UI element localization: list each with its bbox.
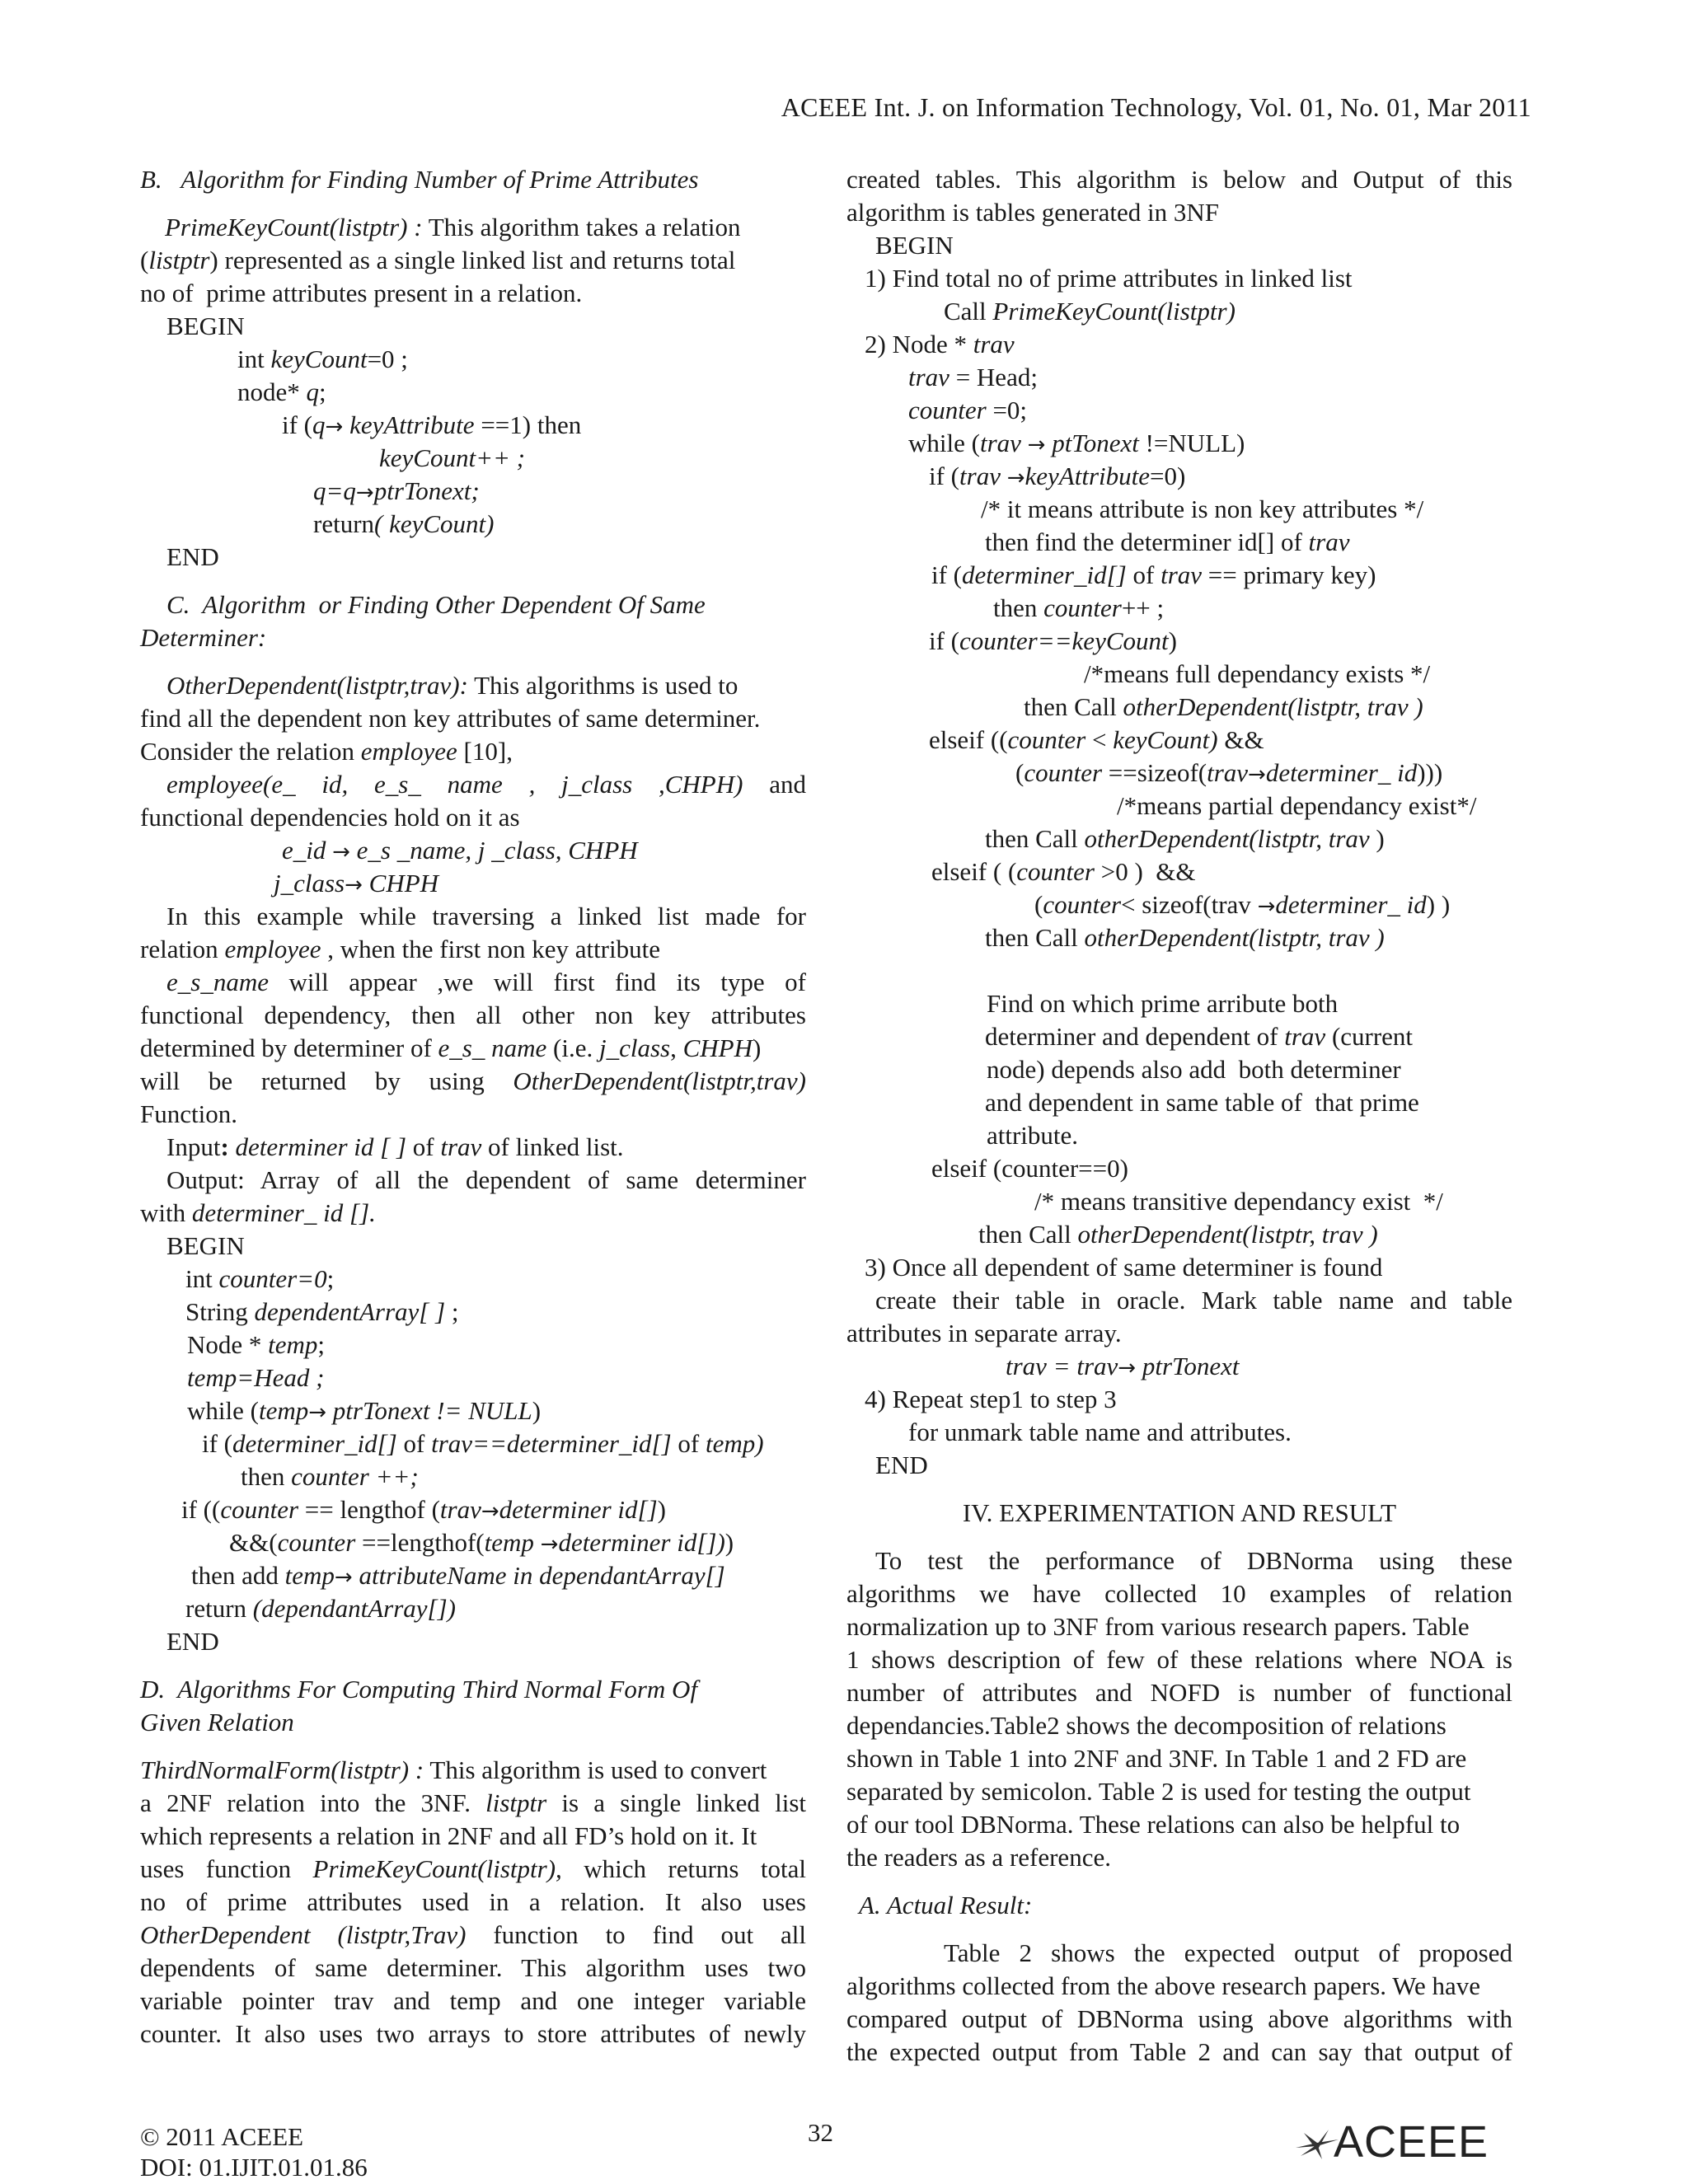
arrow-icon: → <box>332 840 350 865</box>
fd-line: e_id → e_s _name, j _class, CHPH <box>282 836 638 865</box>
text-line: the readers as a reference. <box>846 1843 1111 1872</box>
code-line: BEGIN <box>875 231 954 260</box>
text-line: 1 shows description of few of these relations where NOA is <box>846 1645 1512 1674</box>
code-line: then find the determiner id[] of trav <box>985 527 1350 556</box>
code-line: trav = Head; <box>908 363 1038 391</box>
text-line: In this example while traversing a linked list made for <box>166 902 806 930</box>
code-line: then Call otherDependent(listptr, trav ) <box>985 824 1385 853</box>
text-line: Consider the relation employee [10], <box>140 737 513 766</box>
code-line: return (dependantArray[]) <box>185 1594 457 1623</box>
text-line: dependents of same determiner. This algorithm uses two <box>140 1953 806 1982</box>
arrow-icon: → <box>540 1532 559 1557</box>
text-line: determined by determiner of e_s_ name (i.e. j_class, CHPH) <box>140 1033 762 1062</box>
code-line: elseif ((counter < keyCount) && <box>929 725 1264 754</box>
code-line: then counter++ ; <box>993 593 1165 622</box>
code-note: attribute. <box>987 1121 1079 1150</box>
code-line: then Call otherDependent(listptr, trav ) <box>1024 692 1423 721</box>
arrow-icon: → <box>1248 762 1266 787</box>
text-line: (listptr) represented as a single linked list and returns total <box>140 246 736 274</box>
code-line: String dependentArray[ ] ; <box>185 1297 459 1326</box>
code-line: then Call otherDependent(listptr, trav ) <box>978 1220 1378 1249</box>
text-line: counter. It also uses two arrays to store attributes of newly <box>140 2019 806 2048</box>
arrow-icon: → <box>345 873 363 898</box>
code-note: determiner and dependent of trav (current <box>985 1022 1414 1051</box>
section-a-title: A. Actual Result: <box>859 1891 1033 1919</box>
arrow-icon: → <box>334 1565 353 1590</box>
blank-line <box>846 954 1512 987</box>
text-line: created tables. This algorithm is below and Output of this <box>846 165 1512 194</box>
text-line: normalization up to 3NF from various research papers. Table <box>846 1612 1470 1641</box>
section-d-title: D. Algorithms For Computing Third Normal Form Of <box>140 1675 698 1704</box>
text-line: relation employee , when the first non key attribute <box>140 935 660 963</box>
doi: DOI: 01.IJIT.01.01.86 <box>140 2153 368 2182</box>
text-line: functional dependencies hold on it as <box>140 803 520 832</box>
code-comment: /* it means attribute is non key attributes */ <box>981 494 1424 523</box>
text-line: no of prime attributes present in a relation. <box>140 279 583 307</box>
code-line: BEGIN <box>166 1231 245 1260</box>
code-line: Node * temp; <box>187 1330 326 1359</box>
code-line: END <box>166 542 219 571</box>
code-line: 3) Once all dependent of same determiner is found <box>865 1253 1383 1282</box>
text-line: with determiner_ id []. <box>140 1198 376 1227</box>
arrow-icon: → <box>355 480 374 505</box>
code-line: elseif ( (counter >0 ) && <box>931 857 1196 886</box>
page-number: 32 <box>808 2118 833 2147</box>
text-line: algorithms collected from the above research papers. We have <box>846 1971 1481 2000</box>
code-line: then Call otherDependent(listptr, trav ) <box>985 923 1385 952</box>
arrow-icon: → <box>1027 433 1046 457</box>
text-line: Input: determiner id [ ] of trav of linked list. <box>166 1132 624 1161</box>
code-line: if ((counter == lengthof (trav→determiner id[]) <box>181 1495 666 1524</box>
code-note: and dependent in same table of that prime <box>985 1088 1419 1117</box>
text-line: dependancies.Table2 shows the decomposition of relations <box>846 1711 1447 1740</box>
code-line: END <box>875 1451 928 1479</box>
text-line: Output: Array of all the dependent of same determiner <box>166 1165 806 1194</box>
code-line: counter =0; <box>908 396 1028 424</box>
code-line: trav = trav→ ptrTonext <box>1006 1352 1240 1380</box>
code-line: &&(counter ==lengthof(temp →determiner id[])) <box>229 1528 734 1557</box>
text-line: of our tool DBNorma. These relations can also be helpful to <box>846 1810 1461 1839</box>
text-line: shown in Table 1 into 2NF and 3NF. In Table 1 and 2 FD are <box>846 1744 1467 1773</box>
text-line: variable pointer trav and temp and one integer variable <box>140 1986 806 2015</box>
code-line: if (q→ keyAttribute ==1) then <box>282 410 582 439</box>
text-line: OtherDependent(listptr,trav): This algorithms is used to <box>166 671 738 700</box>
code-line: (counter ==sizeof(trav→determiner_ id))) <box>1015 758 1443 787</box>
text-line: Table 2 shows the expected output of proposed <box>944 1938 1512 1967</box>
text-line: uses function PrimeKeyCount(listptr), which returns total <box>140 1854 806 1883</box>
code-line: if (trav →keyAttribute=0) <box>929 462 1186 490</box>
code-line: temp=Head ; <box>187 1363 325 1392</box>
left-column <box>140 163 806 2050</box>
code-line: while (temp→ ptrTonext != NULL) <box>187 1396 542 1425</box>
text-line: e_s_name will appear ,we will first find its type of <box>166 968 806 996</box>
text-line: ThirdNormalForm(listptr) : This algorithm is used to convert <box>140 1755 767 1784</box>
text-line: Function. <box>140 1099 237 1128</box>
arrow-icon: → <box>1118 1356 1137 1380</box>
copyright: © 2011 ACEEE <box>140 2122 304 2151</box>
code-line: END <box>166 1627 219 1656</box>
text-line: the expected output from Table 2 and can say that output of <box>846 2037 1512 2066</box>
text-line: algorithms we have collected 10 examples of relation <box>846 1579 1512 1608</box>
code-line: node* q; <box>237 377 326 406</box>
section-c-title: C. Algorithm or Finding Other Dependent Of Same <box>166 590 706 619</box>
code-line: 4) Repeat step1 to step 3 <box>865 1385 1117 1413</box>
running-header: ACEEE Int. J. on Information Technology, Vol. 01, No. 01, Mar 2011 <box>781 92 1531 122</box>
code-line: 1) Find total no of prime attributes in linked list <box>865 264 1353 293</box>
section-d-title-cont: Given Relation <box>140 1708 294 1736</box>
text-line: find all the dependent non key attributes of same determiner. <box>140 704 761 733</box>
arrow-icon: → <box>1006 466 1025 490</box>
text-line: algorithm is tables generated in 3NF <box>846 198 1219 227</box>
arrow-icon: → <box>308 1400 327 1425</box>
code-line: 2) Node * trav <box>865 330 1015 359</box>
text-line: no of prime attributes used in a relation. It also uses <box>140 1887 806 1916</box>
code-line: (counter< sizeof(trav →determiner_ id) ) <box>1034 890 1451 919</box>
code-line: return( keyCount) <box>313 509 495 538</box>
text-line: which represents a relation in 2NF and all FD’s hold on it. It <box>140 1821 757 1850</box>
code-line: while (trav → ptTonext !=NULL) <box>908 429 1245 457</box>
fd-line: j_class→ CHPH <box>274 869 439 898</box>
code-line: if (counter==keyCount) <box>929 626 1177 655</box>
code-line: elseif (counter==0) <box>931 1154 1128 1183</box>
text-line: To test the performance of DBNorma using these <box>875 1546 1512 1575</box>
code-note: Find on which prime arribute both <box>987 989 1339 1018</box>
arrow-icon: → <box>481 1499 499 1524</box>
text-line: compared output of DBNorma using above algorithms with <box>846 2004 1512 2033</box>
code-line: then add temp→ attributeName in dependantArray[] <box>191 1561 725 1590</box>
text-line: functional dependency, then all other non key attributes <box>140 1001 806 1029</box>
text-line: attributes in separate array. <box>846 1319 1122 1347</box>
text-line: a 2NF relation into the 3NF. listptr is a single linked list <box>140 1788 807 1817</box>
code-line: if (determiner_id[] of trav==determiner_id[] of temp) <box>202 1429 764 1458</box>
code-line: int keyCount=0 ; <box>237 344 408 373</box>
text-line: create their table in oracle. Mark table name and table <box>875 1286 1512 1315</box>
text-line: OtherDependent (listptr,Trav) function to find out all <box>140 1920 806 1949</box>
code-line: then counter ++; <box>241 1462 419 1491</box>
arrow-icon: → <box>325 415 344 439</box>
code-note: node) depends also add both determiner <box>987 1055 1401 1084</box>
section-b-title: B. Algorithm for Finding Number of Prime Attributes <box>140 165 699 194</box>
code-line: keyCount++ ; <box>379 443 525 472</box>
aceee-logo-text: ACEEE <box>1334 2117 1489 2167</box>
text-line: will be returned by using OtherDependent(listptr,trav) <box>140 1066 806 1095</box>
text-line: employee(e_ id, e_s_ name , j_class ,CHPH) and <box>166 770 806 799</box>
section-iv-title: IV. EXPERIMENTATION AND RESULT <box>962 1498 1397 1527</box>
code-comment: /*means partial dependancy exist*/ <box>1117 791 1477 820</box>
code-comment: /*means full dependancy exists */ <box>1084 659 1431 688</box>
right-column <box>846 163 1512 2069</box>
code-line: Call PrimeKeyCount(listptr) <box>944 297 1236 326</box>
code-line: int counter=0; <box>185 1264 335 1293</box>
code-line: q=q→ptrTonext; <box>313 476 480 505</box>
section-c-title-cont: Determiner: <box>140 623 267 652</box>
arrow-icon: → <box>1257 894 1276 919</box>
text-line: PrimeKeyCount(listptr) : This algorithm takes a relation <box>165 213 741 241</box>
code-comment: /* means transitive dependancy exist */ <box>1034 1187 1443 1216</box>
text-line: separated by semicolon. Table 2 is used for testing the output <box>846 1777 1471 1806</box>
code-line: if (determiner_id[] of trav == primary key) <box>931 560 1376 589</box>
code-line: for unmark table name and attributes. <box>908 1418 1292 1446</box>
code-line: BEGIN <box>166 312 245 340</box>
text-line: number of attributes and NOFD is number of functional <box>846 1678 1512 1707</box>
